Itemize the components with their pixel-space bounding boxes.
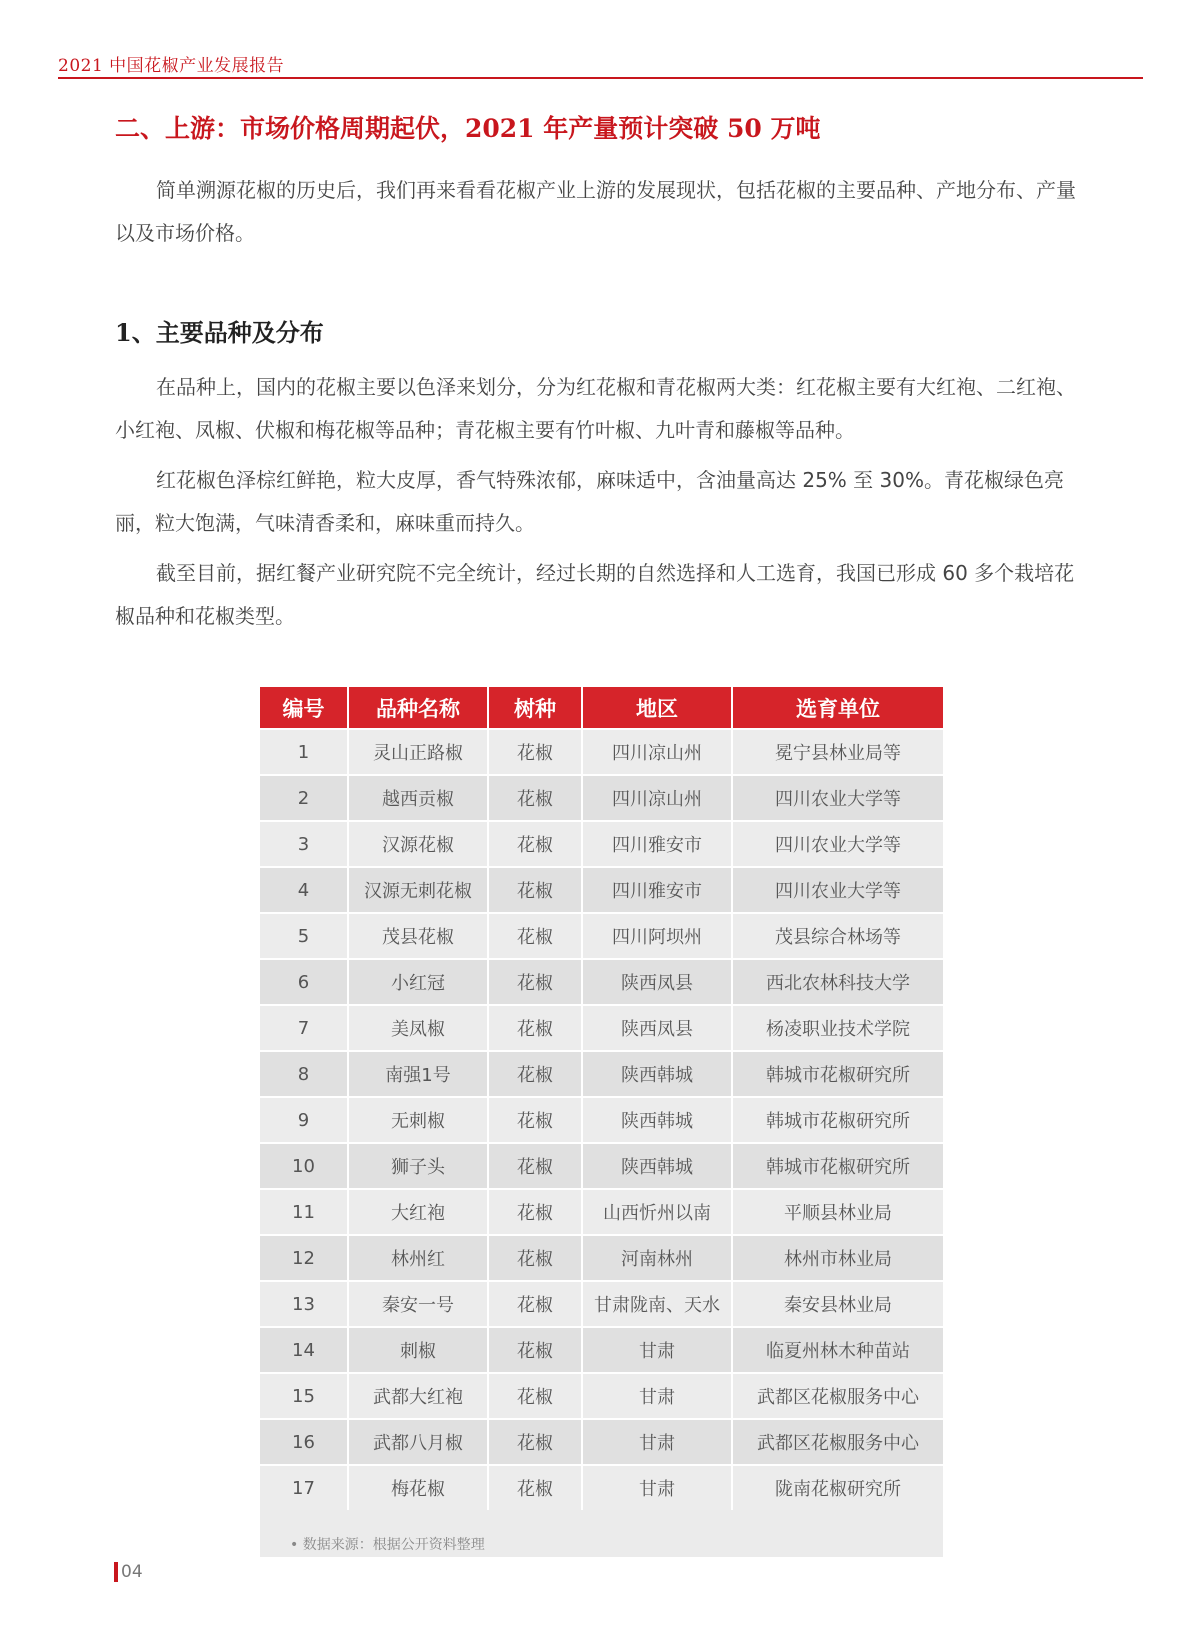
cell-variety: 美凤椒 xyxy=(348,1005,488,1051)
table-row xyxy=(260,1051,943,1097)
cell-variety: 梅花椒 xyxy=(348,1465,488,1510)
cell-breeder: 四川农业大学等 xyxy=(732,867,943,913)
data-source-note: • 数据来源：根据公开资料整理 xyxy=(290,1537,485,1553)
cell-tree: 花椒 xyxy=(488,1327,582,1373)
cell-region: 陕西韩城 xyxy=(582,1051,732,1097)
table-row xyxy=(260,959,943,1005)
table-row xyxy=(260,1419,943,1465)
cell-breeder: 武都区花椒服务中心 xyxy=(732,1373,943,1419)
cell-tree: 花椒 xyxy=(488,821,582,867)
cell-region: 四川凉山州 xyxy=(582,775,732,821)
cell-tree: 花椒 xyxy=(488,1097,582,1143)
varieties-table-container xyxy=(260,687,943,1557)
table-row xyxy=(260,1465,943,1510)
cell-region: 陕西韩城 xyxy=(582,1143,732,1189)
cell-variety: 林州红 xyxy=(348,1235,488,1281)
table-row xyxy=(260,1143,943,1189)
cell-breeder: 陇南花椒研究所 xyxy=(732,1465,943,1510)
table-row xyxy=(260,1097,943,1143)
cell-breeder: 茂县综合林场等 xyxy=(732,913,943,959)
cell-region: 甘肃 xyxy=(582,1327,732,1373)
paragraph-statistics: 截至目前，据红餐产业研究院不完全统计，经过长期的自然选择和人工选育，我国已形成 60 多个栽培花椒品种和花椒类型。 xyxy=(115,561,1075,628)
cell-tree: 花椒 xyxy=(488,1235,582,1281)
cell-variety: 狮子头 xyxy=(348,1143,488,1189)
cell-breeder: 西北农林科技大学 xyxy=(732,959,943,1005)
table-row xyxy=(260,1005,943,1051)
cell-variety: 武都大红袍 xyxy=(348,1373,488,1419)
cell-tree: 花椒 xyxy=(488,913,582,959)
table-row xyxy=(260,1281,943,1327)
table-row xyxy=(260,1189,943,1235)
cell-number: 13 xyxy=(260,1281,348,1327)
cell-region: 山西忻州以南 xyxy=(582,1189,732,1235)
cell-variety: 秦安一号 xyxy=(348,1281,488,1327)
cell-region: 四川阿坝州 xyxy=(582,913,732,959)
cell-tree: 花椒 xyxy=(488,729,582,775)
page-marker xyxy=(114,1562,118,1582)
cell-variety: 无刺椒 xyxy=(348,1097,488,1143)
cell-breeder: 武都区花椒服务中心 xyxy=(732,1419,943,1465)
cell-variety: 大红袍 xyxy=(348,1189,488,1235)
cell-tree: 花椒 xyxy=(488,1143,582,1189)
cell-number: 7 xyxy=(260,1005,348,1051)
cell-tree: 花椒 xyxy=(488,1051,582,1097)
report-title: 2021 中国花椒产业发展报告 xyxy=(58,56,285,76)
cell-variety: 小红冠 xyxy=(348,959,488,1005)
table-row xyxy=(260,775,943,821)
cell-tree: 花椒 xyxy=(488,1189,582,1235)
cell-region: 甘肃 xyxy=(582,1465,732,1510)
cell-tree: 花椒 xyxy=(488,1281,582,1327)
table-row xyxy=(260,913,943,959)
paragraph-characteristics: 红花椒色泽棕红鲜艳，粒大皮厚，香气特殊浓郁，麻味适中，含油量高达 25% 至 30%。青花椒绿色亮丽，粒大饱满，气味清香柔和，麻味重而持久。 xyxy=(115,468,1064,535)
cell-number: 11 xyxy=(260,1189,348,1235)
cell-number: 6 xyxy=(260,959,348,1005)
page-footer xyxy=(114,1562,143,1582)
header-number: 编号 xyxy=(260,687,348,729)
subsection-heading: 1、主要品种及分布 xyxy=(115,318,324,347)
cell-number: 5 xyxy=(260,913,348,959)
cell-region: 四川雅安市 xyxy=(582,867,732,913)
cell-tree: 花椒 xyxy=(488,1419,582,1465)
header-region: 地区 xyxy=(582,687,732,729)
header-variety: 品种名称 xyxy=(348,687,488,729)
cell-tree: 花椒 xyxy=(488,959,582,1005)
cell-region: 陕西凤县 xyxy=(582,959,732,1005)
cell-tree: 花椒 xyxy=(488,1373,582,1419)
table-header-row xyxy=(260,687,943,729)
paragraph-varieties: 在品种上，国内的花椒主要以色泽来划分，分为红花椒和青花椒两大类：红花椒主要有大红袍、二红袍、小红袍、凤椒、伏椒和梅花椒等品种；青花椒主要有竹叶椒、九叶青和藤椒等品种。 xyxy=(115,375,1076,442)
cell-number: 4 xyxy=(260,867,348,913)
cell-region: 甘肃 xyxy=(582,1373,732,1419)
cell-number: 1 xyxy=(260,729,348,775)
cell-number: 16 xyxy=(260,1419,348,1465)
cell-variety: 汉源无刺花椒 xyxy=(348,867,488,913)
cell-region: 陕西凤县 xyxy=(582,1005,732,1051)
cell-variety: 武都八月椒 xyxy=(348,1419,488,1465)
header-tree: 树种 xyxy=(488,687,582,729)
cell-breeder: 韩城市花椒研究所 xyxy=(732,1143,943,1189)
cell-number: 10 xyxy=(260,1143,348,1189)
cell-breeder: 平顺县林业局 xyxy=(732,1189,943,1235)
cell-tree: 花椒 xyxy=(488,775,582,821)
page-number: 04 xyxy=(121,1562,143,1582)
cell-breeder: 杨凌职业技术学院 xyxy=(732,1005,943,1051)
cell-region: 甘肃陇南、天水 xyxy=(582,1281,732,1327)
cell-variety: 刺椒 xyxy=(348,1327,488,1373)
cell-number: 17 xyxy=(260,1465,348,1510)
cell-variety: 灵山正路椒 xyxy=(348,729,488,775)
table-row xyxy=(260,1235,943,1281)
cell-variety: 茂县花椒 xyxy=(348,913,488,959)
cell-variety: 南强1号 xyxy=(348,1051,488,1097)
cell-number: 3 xyxy=(260,821,348,867)
cell-breeder: 四川农业大学等 xyxy=(732,821,943,867)
cell-number: 8 xyxy=(260,1051,348,1097)
varieties-table xyxy=(260,687,943,1510)
cell-number: 15 xyxy=(260,1373,348,1419)
cell-breeder: 韩城市花椒研究所 xyxy=(732,1051,943,1097)
table-row xyxy=(260,1327,943,1373)
cell-variety: 汉源花椒 xyxy=(348,821,488,867)
cell-breeder: 林州市林业局 xyxy=(732,1235,943,1281)
section-heading: 二、上游：市场价格周期起伏，2021 年产量预计突破 50 万吨 xyxy=(115,114,821,143)
cell-region: 甘肃 xyxy=(582,1419,732,1465)
table-row xyxy=(260,729,943,775)
cell-breeder: 韩城市花椒研究所 xyxy=(732,1097,943,1143)
table-row xyxy=(260,821,943,867)
cell-tree: 花椒 xyxy=(488,867,582,913)
intro-paragraph: 简单溯源花椒的历史后，我们再来看看花椒产业上游的发展现状，包括花椒的主要品种、产地分布、产量以及市场价格。 xyxy=(115,178,1076,245)
cell-breeder: 临夏州林木种苗站 xyxy=(732,1327,943,1373)
header-divider xyxy=(58,77,1143,79)
table-row xyxy=(260,867,943,913)
cell-tree: 花椒 xyxy=(488,1465,582,1510)
cell-number: 14 xyxy=(260,1327,348,1373)
cell-breeder: 四川农业大学等 xyxy=(732,775,943,821)
cell-tree: 花椒 xyxy=(488,1005,582,1051)
cell-region: 陕西韩城 xyxy=(582,1097,732,1143)
cell-variety: 越西贡椒 xyxy=(348,775,488,821)
cell-region: 四川凉山州 xyxy=(582,729,732,775)
table-row xyxy=(260,1373,943,1419)
cell-number: 12 xyxy=(260,1235,348,1281)
cell-number: 9 xyxy=(260,1097,348,1143)
cell-breeder: 冕宁县林业局等 xyxy=(732,729,943,775)
cell-region: 河南林州 xyxy=(582,1235,732,1281)
cell-breeder: 秦安县林业局 xyxy=(732,1281,943,1327)
cell-number: 2 xyxy=(260,775,348,821)
header-breeder: 选育单位 xyxy=(732,687,943,729)
cell-region: 四川雅安市 xyxy=(582,821,732,867)
